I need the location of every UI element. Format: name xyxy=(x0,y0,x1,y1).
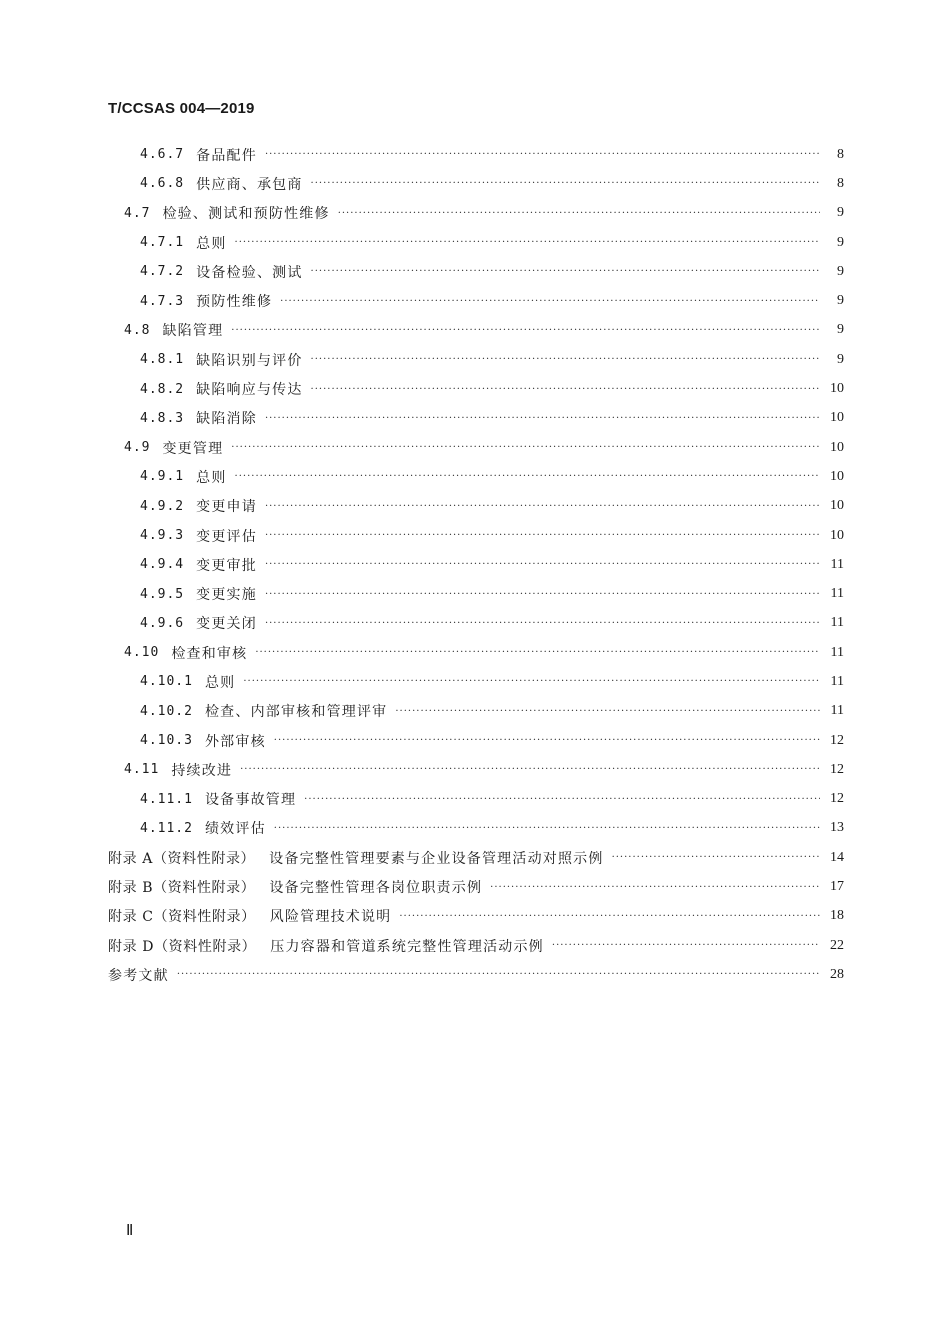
toc-entry-number: 附录 C（资料性附录） xyxy=(108,909,256,926)
toc-dot-leader xyxy=(274,735,820,746)
toc-entry-page: 12 xyxy=(830,732,844,748)
toc-entry-number: 附录 D（资料性附录） xyxy=(108,938,257,955)
toc-dot-leader xyxy=(274,823,820,834)
toc-dot-leader xyxy=(311,384,820,395)
toc-entry-number: 4.6.7 xyxy=(140,147,185,163)
toc-entry[interactable] xyxy=(108,609,844,638)
toc-entry-page: 8 xyxy=(837,175,844,191)
toc-entry-page: 10 xyxy=(830,527,844,543)
toc-entry-page: 11 xyxy=(830,586,844,602)
toc-dot-leader xyxy=(240,764,820,775)
toc-entry-title: 持续改进 xyxy=(171,762,233,779)
toc-entry-page: 10 xyxy=(830,439,844,455)
toc-entry-title: 设备完整性管理要素与企业设备管理活动对照示例 xyxy=(269,850,604,867)
toc-entry-title: 检查、内部审核和管理评审 xyxy=(204,704,388,721)
toc-entry[interactable] xyxy=(108,579,844,608)
toc-dot-leader xyxy=(311,354,820,365)
toc-entry-page: 11 xyxy=(830,644,844,660)
document-code-header: T/CCSAS 004—2019 xyxy=(108,100,255,117)
toc-entry[interactable] xyxy=(108,726,844,755)
toc-dot-leader xyxy=(280,296,820,307)
toc-entry-number: 4.11 xyxy=(124,762,160,778)
toc-entry-title: 变更申请 xyxy=(196,499,257,516)
toc-entry-title: 总则 xyxy=(196,235,227,252)
toc-dot-leader xyxy=(235,237,820,248)
toc-entry-number: 4.9.5 xyxy=(140,586,185,602)
toc-entry-page: 17 xyxy=(830,879,844,895)
toc-entry-title: 变更关闭 xyxy=(196,616,257,633)
toc-entry-number: 4.11.2 xyxy=(140,820,193,836)
toc-entry-page: 18 xyxy=(830,908,844,924)
toc-entry-page: 11 xyxy=(830,703,844,719)
toc-entry-page: 9 xyxy=(837,263,844,279)
toc-entry[interactable] xyxy=(108,872,844,901)
toc-entry-number: 4.7.2 xyxy=(140,264,185,280)
toc-dot-leader xyxy=(490,882,820,893)
toc-entry[interactable] xyxy=(108,521,844,550)
toc-entry-page: 13 xyxy=(830,820,844,836)
toc-entry-title: 总则 xyxy=(204,674,236,691)
toc-entry-number: 4.8.1 xyxy=(140,352,185,368)
toc-entry-number: 4.6.8 xyxy=(140,176,185,192)
toc-entry-title: 设备事故管理 xyxy=(204,792,297,809)
toc-entry-number: 4.9.6 xyxy=(140,615,185,631)
toc-entry-number: 附录 B（资料性附录） xyxy=(108,880,256,897)
toc-entry-title: 设备完整性管理各岗位职责示例 xyxy=(269,880,483,897)
toc-dot-leader xyxy=(177,969,820,980)
toc-entry-number: 4.10.1 xyxy=(140,674,193,690)
toc-entry-page: 11 xyxy=(830,673,844,689)
toc-entry-page: 11 xyxy=(830,615,844,631)
toc-entry[interactable] xyxy=(108,257,844,286)
toc-entry[interactable] xyxy=(108,960,844,989)
toc-entry[interactable] xyxy=(108,199,844,228)
toc-entry-page: 9 xyxy=(837,205,844,221)
toc-entry-number: 附录 A（资料性附录） xyxy=(108,850,256,867)
toc-entry[interactable] xyxy=(108,785,844,814)
toc-entry-page: 8 xyxy=(837,146,844,162)
toc-entry-page: 11 xyxy=(830,556,844,572)
toc-entry-title: 总则 xyxy=(196,469,227,486)
toc-entry[interactable] xyxy=(108,843,844,872)
toc-entry-title: 检查和审核 xyxy=(171,645,248,662)
toc-entry[interactable] xyxy=(108,697,844,726)
toc-dot-leader xyxy=(552,940,820,951)
toc-entry[interactable] xyxy=(108,550,844,579)
toc-entry-number: 4.7.1 xyxy=(140,235,185,251)
toc-entry[interactable] xyxy=(108,169,844,198)
toc-dot-leader xyxy=(612,852,820,863)
table-of-contents xyxy=(108,140,844,990)
toc-dot-leader xyxy=(265,149,820,160)
toc-entry-title: 设备检验、测试 xyxy=(196,264,303,281)
toc-entry-title: 外部审核 xyxy=(204,733,266,750)
toc-dot-leader xyxy=(231,442,820,453)
toc-entry-page: 9 xyxy=(837,234,844,250)
toc-entry-title: 缺陷识别与评价 xyxy=(196,352,303,369)
toc-entry-title: 检验、测试和预防性维修 xyxy=(162,206,330,223)
toc-entry-page: 22 xyxy=(830,937,844,953)
toc-entry-page: 10 xyxy=(830,410,844,426)
toc-entry-title: 预防性维修 xyxy=(196,294,273,311)
toc-dot-leader xyxy=(395,706,820,717)
toc-entry[interactable] xyxy=(108,433,844,462)
toc-entry-number: 4.9.3 xyxy=(140,528,185,543)
toc-entry-page: 12 xyxy=(830,791,844,807)
toc-dot-leader xyxy=(338,208,820,219)
toc-entry-title: 压力容器和管道系统完整性管理活动示例 xyxy=(270,938,544,955)
toc-entry-title: 缺陷响应与传达 xyxy=(196,382,303,399)
toc-entry-page: 28 xyxy=(830,966,844,982)
toc-entry-page: 9 xyxy=(837,351,844,367)
toc-entry[interactable] xyxy=(108,814,844,843)
toc-entry-title: 缺陷管理 xyxy=(162,323,224,340)
toc-entry-title: 变更实施 xyxy=(196,587,257,604)
toc-entry-page: 14 xyxy=(830,849,844,865)
toc-entry-number: 4.10.3 xyxy=(140,733,193,749)
toc-entry[interactable] xyxy=(108,638,844,667)
toc-entry-number: 4.7.3 xyxy=(140,293,185,309)
toc-entry[interactable] xyxy=(108,228,844,257)
toc-entry[interactable] xyxy=(108,462,844,491)
toc-entry-title: 变更管理 xyxy=(162,440,224,457)
toc-dot-leader xyxy=(311,266,820,277)
toc-entry[interactable] xyxy=(108,345,844,374)
toc-dot-leader xyxy=(265,559,820,570)
toc-entry[interactable] xyxy=(108,755,844,784)
toc-dot-leader xyxy=(265,501,820,512)
toc-dot-leader xyxy=(311,178,820,189)
toc-entry[interactable] xyxy=(108,286,844,315)
toc-entry[interactable] xyxy=(108,140,844,169)
toc-entry-number: 4.8.2 xyxy=(140,381,185,397)
toc-dot-leader xyxy=(304,794,820,805)
toc-entry-title: 参考文献 xyxy=(108,967,169,984)
toc-entry[interactable] xyxy=(108,667,844,696)
toc-dot-leader xyxy=(243,676,820,687)
toc-entry-page: 12 xyxy=(830,761,844,777)
toc-dot-leader xyxy=(235,471,820,482)
toc-entry-page: 10 xyxy=(830,498,844,514)
toc-entry-number: 4.8 xyxy=(124,322,151,338)
page-number-footer: Ⅱ xyxy=(126,1223,134,1239)
toc-entry-number: 4.9.2 xyxy=(140,498,185,514)
toc-entry-number: 4.9.1 xyxy=(140,469,185,485)
toc-entry-title: 风险管理技术说明 xyxy=(269,909,392,926)
toc-entry-title: 变更审批 xyxy=(196,557,257,574)
toc-entry-number: 4.10 xyxy=(124,645,160,661)
toc-entry-page: 9 xyxy=(837,293,844,309)
toc-entry[interactable] xyxy=(108,931,844,960)
toc-entry[interactable] xyxy=(108,492,844,521)
toc-dot-leader xyxy=(255,647,820,658)
toc-entry-title: 缺陷消除 xyxy=(196,411,257,428)
toc-entry[interactable] xyxy=(108,374,844,403)
toc-entry-number: 4.9 xyxy=(124,440,151,456)
toc-entry[interactable] xyxy=(108,902,844,931)
toc-entry-number: 4.8.3 xyxy=(140,410,185,426)
toc-entry-number: 4.9.4 xyxy=(140,557,185,573)
toc-dot-leader xyxy=(265,618,820,629)
toc-entry-page: 10 xyxy=(830,468,844,484)
toc-entry-title: 绩效评估 xyxy=(204,821,266,838)
toc-entry-number: 4.10.2 xyxy=(140,703,193,719)
toc-dot-leader xyxy=(399,911,820,922)
toc-dot-leader xyxy=(265,589,820,600)
toc-entry-number: 4.7 xyxy=(124,205,151,221)
toc-entry-number: 4.11.1 xyxy=(140,791,193,807)
toc-dot-leader xyxy=(265,413,820,424)
toc-entry[interactable] xyxy=(108,316,844,345)
toc-dot-leader xyxy=(231,325,820,336)
toc-entry-title: 变更评估 xyxy=(196,528,257,545)
toc-entry[interactable] xyxy=(108,404,844,433)
toc-entry-title: 供应商、承包商 xyxy=(196,176,303,193)
toc-entry-page: 9 xyxy=(837,322,844,338)
toc-dot-leader xyxy=(265,530,820,541)
toc-entry-title: 备品配件 xyxy=(196,147,257,164)
toc-entry-page: 10 xyxy=(830,381,844,397)
